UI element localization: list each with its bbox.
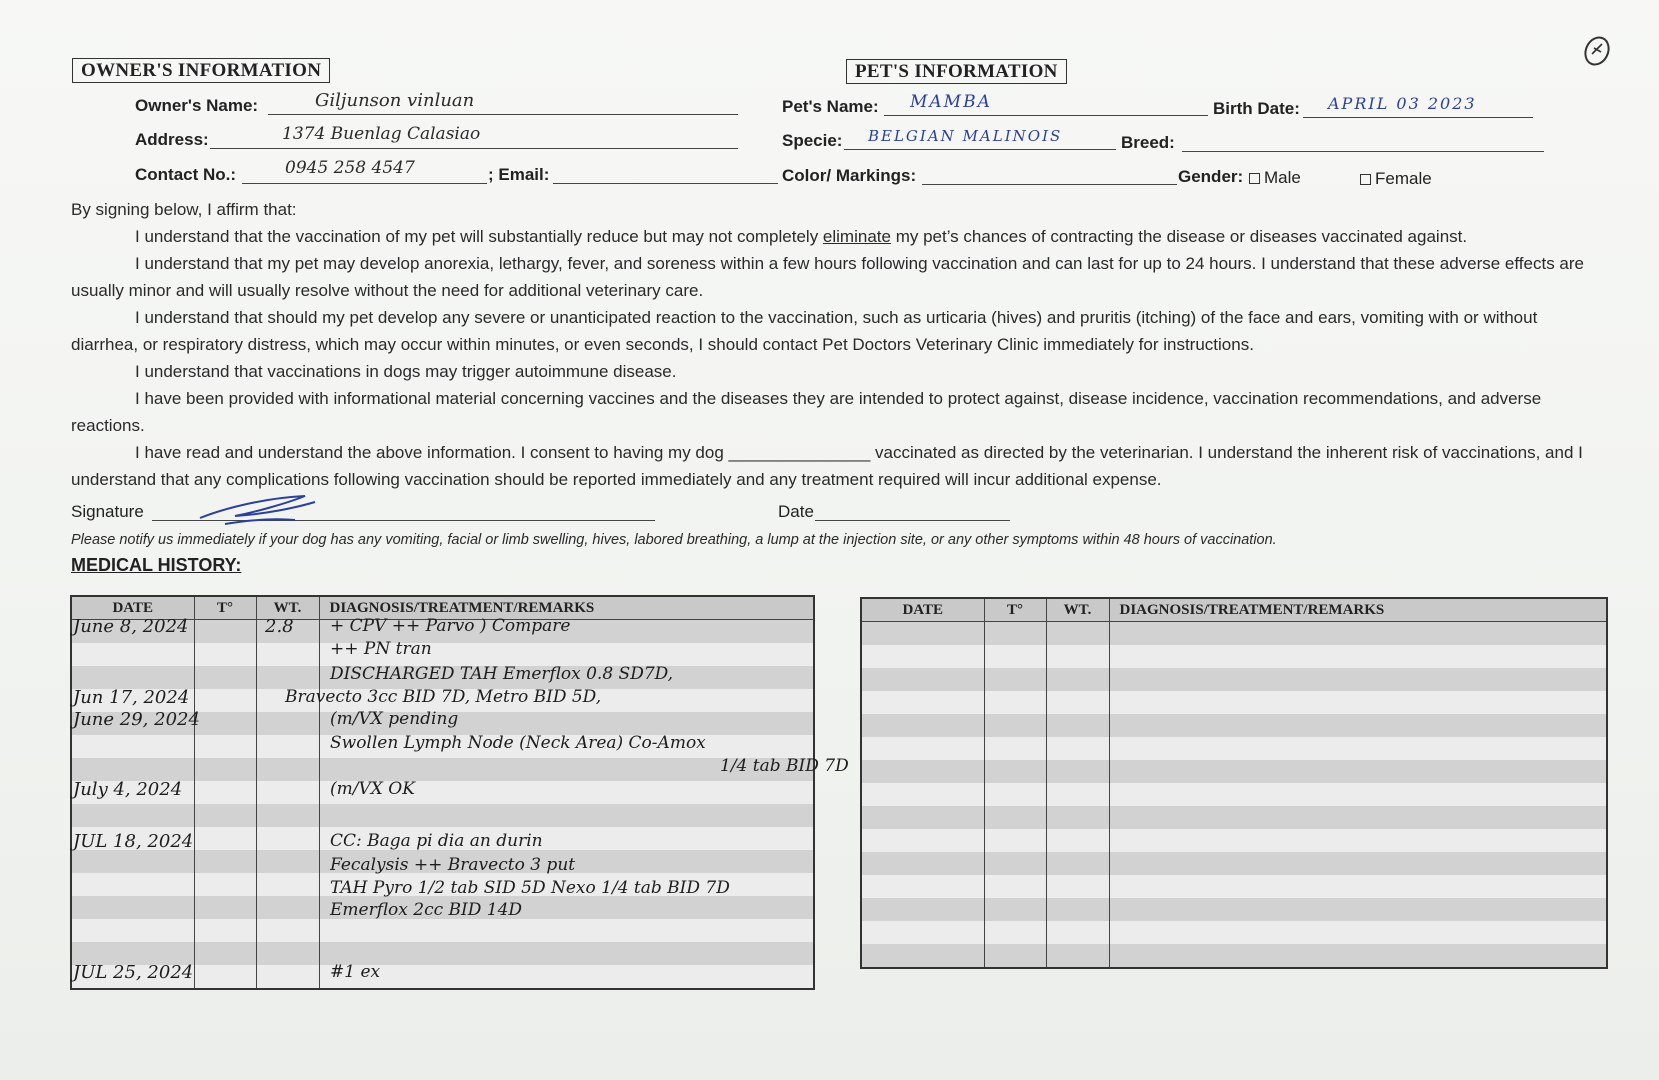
table-row (861, 783, 1607, 806)
table-row (861, 829, 1607, 852)
entry-date: Jun 17, 2024 (73, 687, 190, 708)
weight-cell[interactable] (1046, 944, 1109, 968)
contact-value[interactable]: 0945 258 4547 (285, 158, 415, 178)
temp-cell[interactable] (984, 622, 1046, 646)
entry-wt: 2.8 (265, 616, 294, 637)
male-checkbox[interactable] (1249, 173, 1260, 184)
temp-cell[interactable] (984, 737, 1046, 760)
entry-remarks: #1 ex (330, 961, 381, 982)
date-cell[interactable] (71, 758, 194, 781)
date-cell[interactable] (71, 919, 194, 942)
pet-info-title: PET'S INFORMATION (846, 59, 1067, 84)
table-row (861, 875, 1607, 898)
female-checkbox[interactable] (1360, 174, 1371, 185)
weight-cell[interactable] (256, 712, 319, 735)
temp-cell[interactable] (194, 758, 256, 781)
address-value[interactable]: 1374 Buenlag Calasiao (282, 124, 481, 144)
date-cell[interactable] (861, 783, 984, 806)
consent-paragraph-5: I have been provided with informational material concerning vaccines and the diseases they are intended to protect against, disease incidence, vaccination recommendations, and adverse reactions. (71, 389, 1542, 435)
consent-text (71, 196, 1596, 493)
remarks-cell[interactable] (319, 965, 814, 989)
dog-name-blank[interactable]: _______________ (728, 443, 871, 462)
address-line (210, 148, 738, 149)
temp-cell[interactable] (194, 827, 256, 850)
gender-male-text: Male (1264, 168, 1301, 187)
temp-cell[interactable] (194, 735, 256, 758)
table-row (861, 645, 1607, 668)
consent-p1-underlined: eliminate (822, 227, 891, 246)
temp-cell[interactable] (984, 944, 1046, 968)
entry-remarks: + CPV ++ Parvo ) Compare (330, 616, 571, 636)
remarks-cell[interactable] (1109, 829, 1607, 852)
entry-remarks: DISCHARGED TAH Emerflox 0.8 SD7D, (330, 664, 674, 685)
temp-cell[interactable] (194, 965, 256, 989)
entry-remarks: CC: Baga pi dia an durin (330, 830, 543, 851)
birth-date-line (1303, 117, 1533, 118)
gender-male-option[interactable] (1249, 168, 1301, 188)
remarks-cell[interactable] (1109, 737, 1607, 760)
temp-cell[interactable] (194, 896, 256, 919)
weight-cell[interactable] (256, 873, 319, 896)
contact-label: Contact No.: (135, 165, 237, 184)
table-row (861, 921, 1607, 944)
weight-cell[interactable] (1046, 622, 1109, 646)
temp-cell[interactable] (194, 781, 256, 804)
weight-cell[interactable] (1046, 714, 1109, 737)
remarks-cell[interactable] (1109, 852, 1607, 875)
date-cell[interactable] (861, 622, 984, 646)
weight-cell[interactable] (1046, 806, 1109, 829)
temp-cell[interactable] (984, 921, 1046, 944)
temp-cell[interactable] (984, 760, 1046, 783)
entry-date: June 8, 2024 (73, 616, 189, 637)
temp-cell[interactable] (194, 804, 256, 827)
table-row (861, 898, 1607, 921)
table-row (71, 919, 814, 942)
weight-cell[interactable] (256, 965, 319, 989)
temp-cell[interactable] (984, 875, 1046, 898)
date-cell[interactable] (71, 643, 194, 666)
weight-cell[interactable] (1046, 668, 1109, 691)
weight-cell[interactable] (256, 804, 319, 827)
date-cell[interactable] (861, 645, 984, 668)
temp-cell[interactable] (194, 873, 256, 896)
date-cell[interactable] (861, 714, 984, 737)
weight-cell[interactable] (1046, 852, 1109, 875)
medical-history-title: MEDICAL HISTORY: (71, 555, 242, 575)
table-row (861, 714, 1607, 737)
weight-cell[interactable] (1046, 760, 1109, 783)
col-weight: WT. (256, 596, 319, 620)
date-cell[interactable] (861, 921, 984, 944)
weight-cell[interactable] (1046, 691, 1109, 714)
weight-cell[interactable] (1046, 875, 1109, 898)
entry-date: JUL 25, 2024 (73, 961, 194, 983)
owner-name-value[interactable]: Giljunson vinluan (315, 90, 475, 111)
date-cell[interactable] (71, 896, 194, 919)
temp-cell[interactable] (984, 829, 1046, 852)
col-temp: T° (984, 598, 1046, 622)
contact-line (242, 183, 487, 184)
entry-remarks: Bravecto 3cc BID 7D, Metro BID 5D, (285, 687, 602, 707)
consent-paragraph-6 (71, 439, 1596, 493)
notice-text: Please notify us immediately if your dog has any vomiting, facial or limb swelling, hives, labored breathing, a lump at the injection site, or any other symptoms within 48 hours of vaccination. (71, 532, 1277, 548)
breed-label: Breed: (1121, 133, 1175, 152)
entry-remarks: Swollen Lymph Node (Neck Area) Co-Amox (330, 733, 706, 754)
signature-label: Signature (71, 502, 144, 521)
date-cell[interactable] (861, 875, 984, 898)
color-markings-label: Color/ Markings: (782, 166, 917, 185)
weight-cell[interactable] (1046, 829, 1109, 852)
table-row (861, 737, 1607, 760)
col-remarks: DIAGNOSIS/TREATMENT/REMARKS (319, 596, 814, 620)
date-cell[interactable] (861, 898, 984, 921)
temp-cell[interactable] (194, 850, 256, 873)
col-date: DATE (71, 596, 194, 620)
entry-date: June 29, 2024 (73, 708, 200, 730)
weight-cell[interactable] (1046, 645, 1109, 668)
table-row (71, 781, 814, 804)
col-remarks: DIAGNOSIS/TREATMENT/REMARKS (1109, 598, 1607, 622)
temp-cell[interactable] (984, 645, 1046, 668)
weight-cell[interactable] (256, 896, 319, 919)
date-line[interactable] (815, 520, 1010, 521)
remarks-cell[interactable] (1109, 622, 1607, 646)
owner-info-title: OWNER'S INFORMATION (72, 58, 330, 83)
corner-stamp-icon (1580, 32, 1614, 70)
temp-cell[interactable] (194, 643, 256, 666)
entry-remarks: (m/VX pending (330, 708, 459, 729)
remarks-cell[interactable] (319, 919, 814, 942)
temp-cell[interactable] (194, 620, 256, 644)
weight-cell[interactable] (256, 781, 319, 804)
specie-line (844, 149, 1116, 150)
date-cell[interactable] (861, 852, 984, 875)
consent-p1-start: I understand that the vaccination of my pet will substantially reduce but may not completely (135, 227, 823, 246)
weight-cell[interactable] (256, 758, 319, 781)
pet-name-line (884, 115, 1208, 116)
weight-cell[interactable] (256, 643, 319, 666)
consent-paragraph-1 (71, 223, 1596, 250)
remarks-cell[interactable] (1109, 783, 1607, 806)
temp-cell[interactable] (194, 712, 256, 735)
remarks-cell[interactable] (1109, 875, 1607, 898)
remarks-cell[interactable] (1109, 760, 1607, 783)
table-row (861, 760, 1607, 783)
color-markings-line (922, 184, 1177, 185)
consent-paragraph-2: I understand that my pet may develop anorexia, lethargy, fever, and soreness within a few hours following vaccination and can last for up to 24 hours. I understand that these adverse effects are usually minor and will usually resolve without the need for additional veterinary care. (71, 254, 1585, 300)
entry-remarks: 1/4 tab BID 7D (720, 756, 849, 777)
remarks-cell[interactable] (1109, 806, 1607, 829)
table-row (71, 758, 814, 781)
date-cell[interactable] (861, 760, 984, 783)
medical-history-table-right (860, 597, 1608, 969)
date-cell[interactable] (71, 735, 194, 758)
email-line (553, 183, 778, 184)
table-row (861, 852, 1607, 875)
date-cell[interactable] (71, 873, 194, 896)
date-cell[interactable] (71, 850, 194, 873)
table-row (861, 622, 1607, 646)
weight-cell[interactable] (256, 919, 319, 942)
weight-cell[interactable] (256, 942, 319, 965)
remarks-cell[interactable] (1109, 898, 1607, 921)
date-label: Date (778, 502, 814, 521)
table-row (861, 806, 1607, 829)
col-temp: T° (194, 596, 256, 620)
remarks-cell[interactable] (1109, 668, 1607, 691)
temp-cell[interactable] (194, 689, 256, 712)
specie-value[interactable]: BELGIAN MALINOIS (868, 127, 1063, 145)
temp-cell[interactable] (984, 806, 1046, 829)
col-date: DATE (861, 598, 984, 622)
table-row (861, 691, 1607, 714)
gender-label: Gender: (1178, 167, 1244, 186)
date-cell[interactable] (861, 944, 984, 968)
consent-p6-end: vaccinated as directed by the veterinarian. I understand the inherent risk of vaccinations, and I understand that any complications following vaccination should be reported immediately and any treatment required will incur additional expense. (71, 443, 1583, 489)
consent-paragraph-4: I understand that vaccinations in dogs may trigger autoimmune disease. (135, 362, 677, 381)
gender-female-text: Female (1375, 169, 1432, 188)
signature-scribble (195, 490, 325, 530)
consent-paragraph-3: I understand that should my pet develop any severe or unanticipated reaction to the vaccination, such as urticaria (hives) and pruritis (itching) of the face and ears, vomiting with or without diarrhea, or respiratory distress, which may occur within minutes, or even seconds, I should contact Pet Doctors Veterinary Clinic immediately for instructions. (71, 308, 1538, 354)
remarks-cell[interactable] (1109, 691, 1607, 714)
birth-date-value[interactable]: APRIL 03 2023 (1328, 94, 1477, 113)
temp-cell[interactable] (984, 898, 1046, 921)
remarks-cell[interactable] (1109, 921, 1607, 944)
date-cell[interactable] (861, 691, 984, 714)
col-weight: WT. (1046, 598, 1109, 622)
entry-remarks: Fecalysis ++ Bravecto 3 put (330, 855, 576, 876)
specie-label: Specie: (782, 131, 843, 150)
table-row (71, 804, 814, 827)
table-row (861, 944, 1607, 968)
date-cell[interactable] (861, 668, 984, 691)
temp-cell[interactable] (984, 852, 1046, 875)
remarks-cell[interactable] (319, 804, 814, 827)
date-cell[interactable] (71, 804, 194, 827)
temp-cell[interactable] (984, 668, 1046, 691)
weight-cell[interactable] (256, 827, 319, 850)
weight-cell[interactable] (1046, 921, 1109, 944)
entry-remarks: ++ PN tran (330, 639, 432, 659)
owner-name-line (268, 114, 738, 115)
consent-intro: By signing below, I affirm that: (71, 200, 297, 219)
temp-cell[interactable] (194, 919, 256, 942)
table-row (71, 643, 814, 666)
email-label: ; Email: (488, 165, 550, 184)
entry-remarks: Emerflox 2cc BID 14D (330, 900, 523, 921)
weight-cell[interactable] (256, 850, 319, 873)
birth-date-label: Birth Date: (1213, 99, 1300, 118)
temp-cell[interactable] (984, 691, 1046, 714)
consent-p1-end: my pet’s chances of contracting the disease or diseases vaccinated against. (890, 227, 1468, 246)
owner-name-label: Owner's Name: (135, 96, 259, 115)
address-label: Address: (135, 130, 209, 149)
entry-date: JUL 18, 2024 (73, 830, 194, 852)
date-cell[interactable] (861, 806, 984, 829)
temp-cell[interactable] (194, 942, 256, 965)
temp-cell[interactable] (984, 714, 1046, 737)
entry-date: July 4, 2024 (73, 778, 183, 800)
remarks-cell[interactable] (319, 942, 814, 965)
weight-cell[interactable] (256, 735, 319, 758)
remarks-cell[interactable] (1109, 714, 1607, 737)
weight-cell[interactable] (1046, 737, 1109, 760)
date-cell[interactable] (71, 666, 194, 689)
temp-cell[interactable] (984, 783, 1046, 806)
weight-cell[interactable] (1046, 898, 1109, 921)
weight-cell[interactable] (1046, 783, 1109, 806)
temp-cell[interactable] (194, 666, 256, 689)
pet-name-value[interactable]: MAMBA (910, 92, 992, 112)
weight-cell[interactable] (256, 666, 319, 689)
table-header-row (861, 598, 1607, 622)
breed-line (1182, 151, 1544, 152)
consent-p6-start: I have read and understand the above information. I consent to having my dog (135, 443, 729, 462)
pet-name-label: Pet's Name: (782, 97, 879, 116)
date-cell[interactable] (861, 829, 984, 852)
table-row (861, 668, 1607, 691)
entry-remarks: (m/VX OK (330, 778, 415, 799)
remarks-cell[interactable] (1109, 645, 1607, 668)
gender-female-option[interactable] (1360, 169, 1432, 189)
date-cell[interactable] (861, 737, 984, 760)
remarks-cell[interactable] (1109, 944, 1607, 968)
entry-remarks: TAH Pyro 1/2 tab SID 5D Nexo 1/4 tab BID 7D (330, 878, 730, 899)
